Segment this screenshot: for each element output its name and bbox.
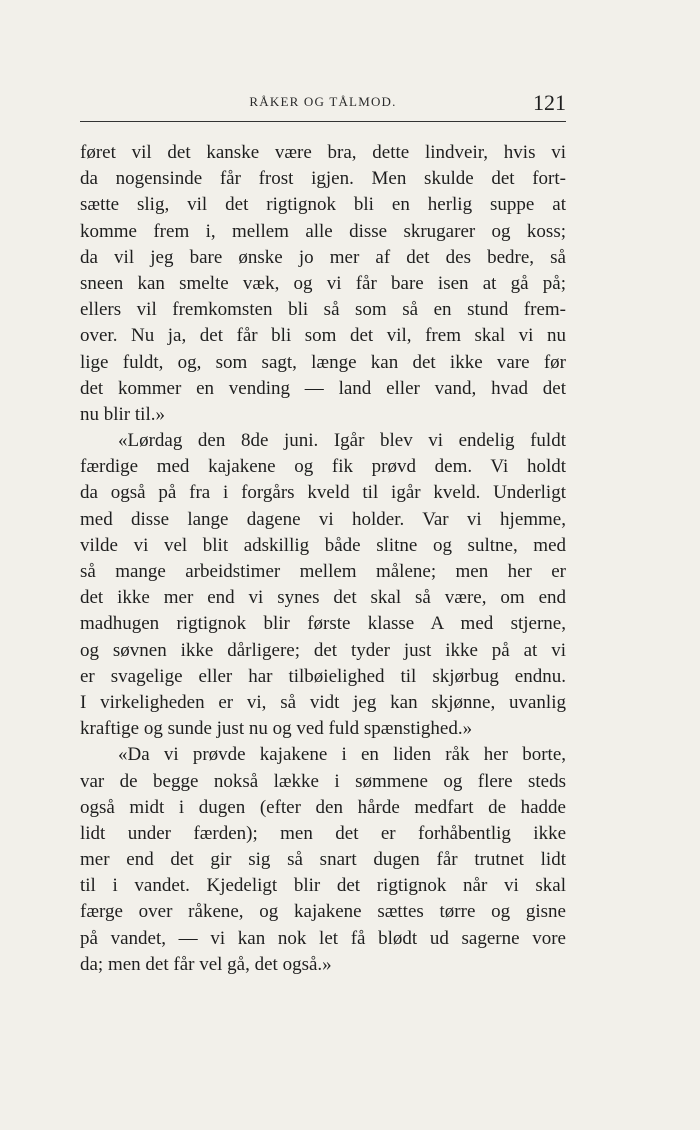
text-line: færge over råkene, og kajakene sættes tørre og gisne [80,901,566,923]
text-line: nu blir til.» [80,403,165,425]
text-line: og søvnen ikke dårligere; det tyder just ikke på at vi [80,639,566,661]
text-line: mer end det gir sig så snart dugen får trutnet lidt [80,849,566,871]
text-line: på vandet, — vi kan nok let få blødt ud sagerne vore [80,927,566,949]
running-title: RÅKER OG TÅLMOD. [249,94,397,109]
text-line: over. Nu ja, det får bli som det vil, frem skal vi nu [80,325,566,347]
text-line: var de begge nokså lække i sømmene og flere steds [80,770,566,792]
text-line: komme frem i, mellem alle disse skrugarer og koss; [80,220,566,242]
text-line: lige fuldt, og, som sagt, længe kan det ikke vare før [80,351,566,373]
text-line: «Da vi prøvde kajakene i en liden råk her borte, [118,744,566,766]
text-line: da; men det får vel gå, det også.» [80,953,332,975]
text-line: til i vandet. Kjedeligt blir det rigtignok når vi skal [80,875,566,897]
page-header [80,92,566,122]
text-line: det ikke mer end vi synes det skal så være, om end [80,587,566,609]
text-line: da vil jeg bare ønske jo mer af det des bedre, så [80,246,566,268]
text-line: det kommer en vending — land eller vand, hvad det [80,377,566,399]
text-line: «Lørdag den 8de juni. Igår blev vi endelig fuldt [118,430,566,452]
body-text [80,140,566,978]
text-line: færdige med kajakene og fik prøvd dem. Vi holdt [80,456,566,478]
text-line: lidt under færden); men det er forhåbentlig ikke [80,822,566,844]
text-line: da nogensinde får frost igjen. Men skulde det fort- [80,168,566,190]
text-line: sætte slig, vil det rigtignok bli en herlig suppe at [80,194,566,216]
text-line: også midt i dugen (efter den hårde medfart de hadde [80,796,566,818]
text-line: kraftige og sunde just nu og ved fuld spænstighed.» [80,718,473,740]
text-line: I virkeligheden er vi, så vidt jeg kan skjønne, uvanlig [80,691,566,713]
text-line: ellers vil fremkomsten bli så som så en stund frem- [80,299,566,321]
text-line: sneen kan smelte væk, og vi får bare isen at gå på; [80,272,566,294]
text-line: madhugen rigtignok blir første klasse A med stjerne, [80,613,566,635]
text-line: med disse lange dagene vi holder. Var vi hjemme, [80,508,566,530]
text-line: vilde vi vel blit adskillig både slitne og sultne, med [80,534,566,556]
text-line: så mange arbeidstimer mellem målene; men her er [80,561,566,582]
text-line: da også på fra i forgårs kveld til igår kveld. Underligt [80,482,566,504]
page-number: 121 [533,90,566,115]
text-line: er svagelige eller har tilbøielighed til skjørbug endnu. [80,665,566,687]
header-rule [80,121,566,122]
text-line: føret vil det kanske være bra, dette lindveir, hvis vi [80,142,566,163]
